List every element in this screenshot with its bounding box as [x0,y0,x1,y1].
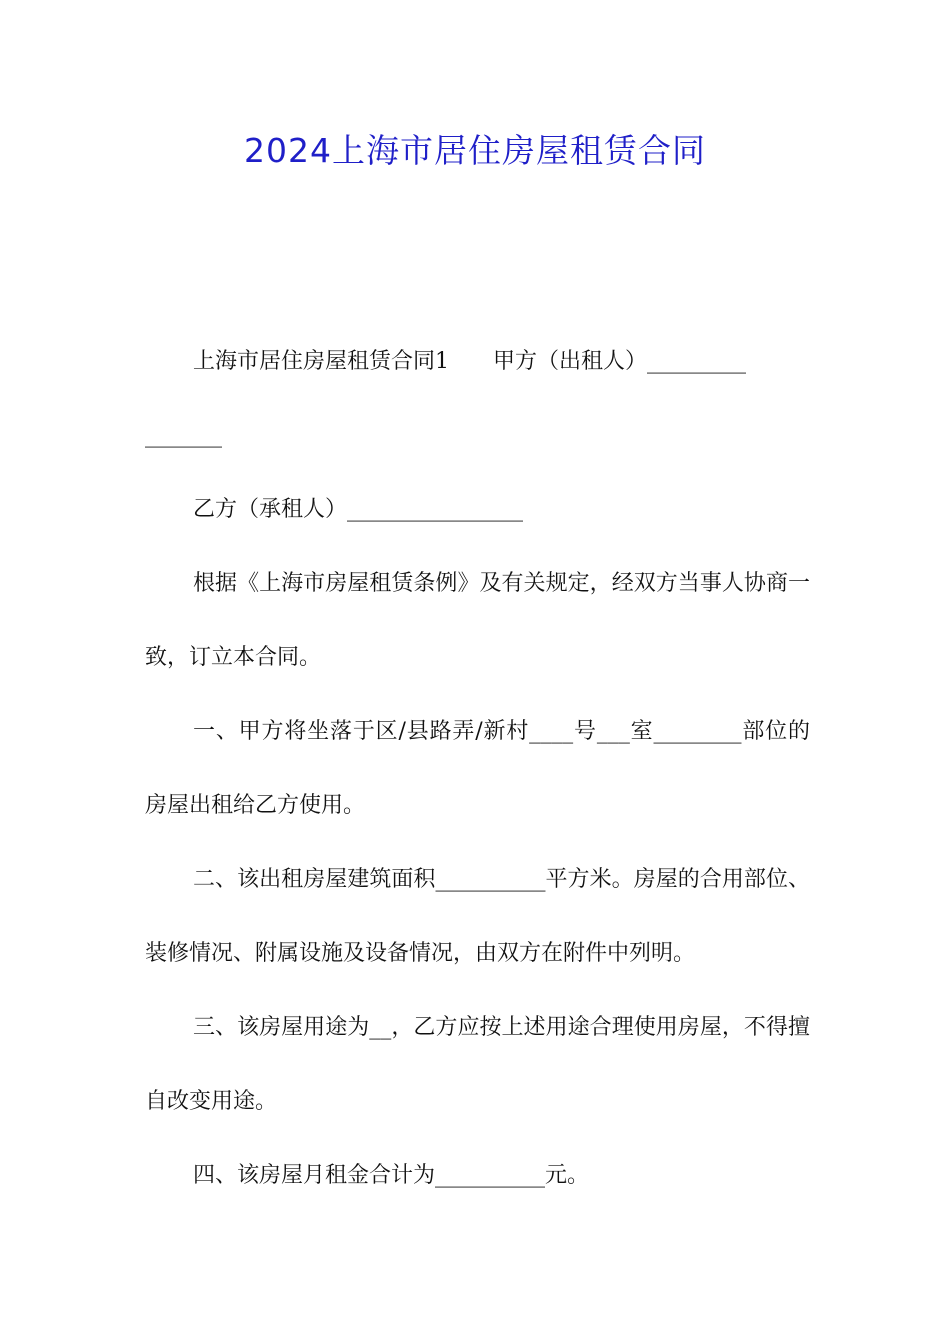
paragraph-basis: 根据《上海市房屋租赁条例》及有关规定，经双方当事人协商一致，订立本合同。 [145,571,810,670]
paragraph-clause-1: 一、甲方将坐落于区/县路弄/新村____号___室________部位的房屋出租给乙方使用。 [145,719,810,818]
paragraph-clause-4: 四、该房屋月租金合计为__________元。 [193,1163,590,1188]
document-body [145,325,810,1213]
paragraph-clause-2: 二、该出租房屋建筑面积__________平方米。房屋的合用部位、装修情况、附属设施及设备情况，由双方在附件中列明。 [145,867,810,966]
paragraph-clause-3: 三、该房屋用途为__，乙方应按上述用途合理使用房屋，不得擅自改变用途。 [145,1015,810,1114]
paragraph-tenant: 乙方（承租人）________________ [193,497,524,522]
paragraph-landlord-blank-continued: _______ [145,423,222,448]
document-title: 2024上海市居住房屋租赁合同 [244,131,706,170]
paragraph-header-parties: 上海市居住房屋租赁合同1 甲方（出租人）_________ [193,349,746,374]
